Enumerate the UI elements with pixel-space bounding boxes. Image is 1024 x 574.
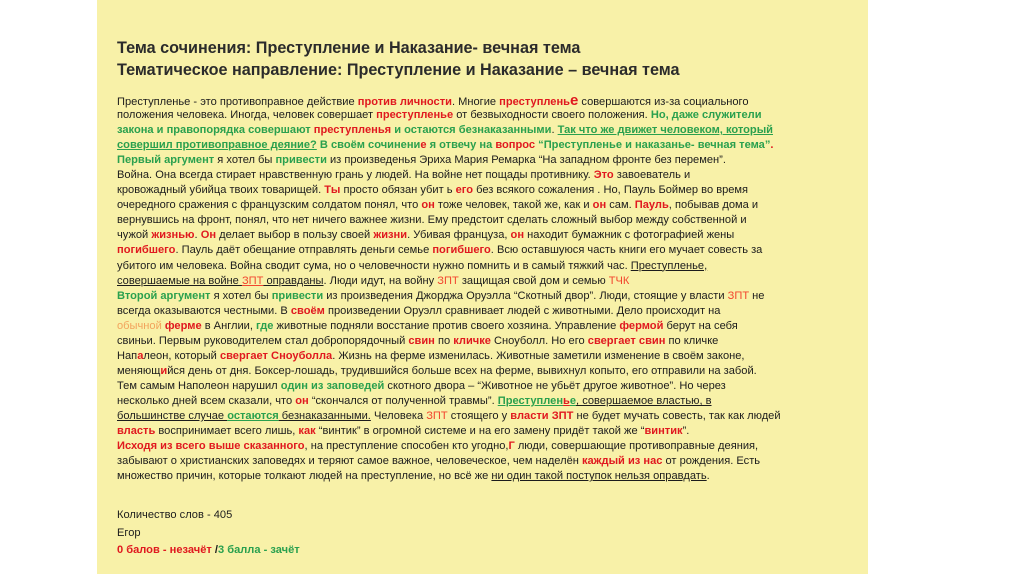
essay-line [117,123,859,138]
essay-line [117,289,859,304]
highlighted-text: ЗПТ [727,289,750,302]
text-segment: “скончался от полученной травмы”. [308,394,498,407]
essay-line [117,469,859,484]
highlighted-text: погибшего [117,244,176,257]
highlighted-text: против личности [357,96,452,108]
highlighted-text: привести [271,289,324,302]
essay-text [117,93,859,484]
highlighted-text: закона и правопорядка совершают [117,124,314,137]
text-segment: убитого им человека. Война сводит сума, но о человечности нужно помнить и в самый тяжкий час. [117,259,631,272]
highlighted-text: он [592,199,607,212]
text-segment: я хотел бы [214,154,276,167]
highlighted-text: жизнью [151,229,195,242]
highlighted-text: свин [408,334,435,347]
text-segment: ”. [682,425,690,438]
text-segment: чужой [117,229,152,242]
text-segment: положения человека. Иногда, человек совершает [117,109,377,122]
highlighted-text: своём [290,304,325,317]
highlighted-text: большинстве случае [117,409,228,422]
highlighted-text: ЗПТ [437,274,459,287]
text-segment: меняющ [117,364,161,377]
text-segment: сам. [606,199,635,212]
text-segment: всегда оказываются честными. В [117,304,291,317]
highlighted-text: “Преступленье и наказанье- вечная тема” [535,139,771,152]
text-segment: , на преступление способен кто угодно, [304,440,509,453]
highlighted-text: один из заповедей [280,379,385,392]
highlighted-text: Г [508,440,515,453]
highlighted-text: привести [275,154,327,167]
highlighted-text: Преступлен [497,394,564,407]
highlighted-text: свергает свин [587,334,666,347]
text-segment: люди, совершающие противоправные деяния, [514,440,759,453]
highlighted-text: винтик [644,425,683,438]
highlighted-text: е [420,139,427,152]
text-segment: леон, который [143,349,220,362]
text-segment: очередного сражения с французским солдатом понял, что [117,199,422,212]
text-segment: из произведенья Эриха Мария Ремарка “На западном фронте без перемен”. [326,154,726,167]
highlighted-text: погибшего [432,244,491,257]
text-segment: Человека [370,409,427,422]
text-segment: произведении Оруэлл сравнивает людей с животными. Дело происходит на [324,304,721,317]
highlighted-text: свергает Сноуболла [219,349,333,362]
text-segment: . [551,124,558,137]
highlighted-text: Он [200,229,217,242]
text-segment: . Многие [451,96,500,108]
grade-pass: 3 балла - зачёт [217,544,300,556]
text-segment: из произведения Джорджа Оруэлла “Скотный двор”. Люди, стоящие у власти [323,289,728,302]
text-segment: . Пауль даёт обещание отправлять деньги семье [175,244,433,257]
text-segment: я хотел бы [210,289,272,302]
text-segment: скотного двора – “Животное не убьёт другое животное”. Но через [384,379,726,392]
text-segment: тоже человек, такой же, как и [434,199,593,212]
text-segment: йся день от дня. Боксер-лошадь, трудившийся больше всех на ферме, вывихнул копыто, его отправили на забой. [167,364,757,377]
text-segment: несколько дней всем сказали, что [117,394,296,407]
highlighted-text: вопрос [495,139,536,152]
highlighted-text: ферме [164,319,202,332]
text-segment: . Жизнь на ферме изменилась. Животные заметили изменение в своём законе, [332,349,745,362]
text-segment: по кличке [665,334,719,347]
highlighted-text: Пауль [634,199,669,212]
essay-line [117,198,859,213]
highlighted-text: и [160,364,168,377]
highlighted-text: ни один такой поступок нельзя оправдать [491,470,707,483]
highlighted-text: Это [593,169,614,182]
highlighted-text: . [770,139,774,152]
text-segment: совершаются из-за социального [578,96,749,108]
text-segment: защищая свой дом и семью [458,274,609,287]
highlighted-text: каждый из нас [581,455,663,468]
text-segment: берут на себя [663,319,738,332]
highlighted-text: ТЧК [608,274,630,287]
essay-line [117,243,859,258]
text-segment: в Англии, [201,319,257,332]
essay-line [117,228,859,243]
text-segment: просто обязан убит ь [340,184,456,197]
text-segment: делает выбор в пользу своей [216,229,374,242]
author-name: Егор [117,526,141,539]
text-segment: Преступленье - это противоправное действие [117,96,358,108]
essay-line [117,259,859,274]
grade-separator: / [211,544,218,556]
text-segment: Война. Она всегда стирает нравственную грань у людей. На войне нет пощады противнику. [117,169,594,182]
word-count: Количество слов - 405 [117,509,233,521]
highlighted-text: ЗПТ [241,274,264,287]
highlighted-text: он [510,229,525,242]
text-segment: кровожадный убийца твоих товарищей. [117,184,325,197]
essay-line [117,213,859,228]
text-segment: Сноуболл. Но его [490,334,588,347]
essay-line [117,454,859,469]
slide [97,0,868,574]
highlighted-text: он [421,199,435,212]
text-segment: . Люди идут, на войну [323,274,438,287]
highlighted-text: Преступленье, [630,259,708,272]
text-segment: не [749,289,765,302]
grade-fail: 0 балов - незачёт [117,544,212,556]
highlighted-text: преступленье [376,109,454,122]
highlighted-text: оправданы [263,274,324,287]
text-segment: . [194,229,201,242]
highlighted-text: Так что же движет человеком, который [557,124,773,137]
essay-line [117,274,859,289]
highlighted-text: , совершаемое властью, в [576,394,712,407]
thematic-direction-title: Тематическое направление: Преступление и Наказание – вечная тема [117,61,680,79]
highlighted-text: В своём сочинени [316,139,421,152]
highlighted-text: совершил противоправное деяние? [117,139,317,152]
highlighted-text: фермой [619,319,664,332]
essay-line [117,93,859,108]
highlighted-text: Исходя из всего выше сказанного [117,440,305,453]
highlighted-text: его [455,184,474,197]
highlighted-text: е [570,92,579,109]
text-segment: забывают о христианских заповедях и теряют самое важное, человеческое, чем наделён [117,455,582,468]
essay-line [117,304,859,319]
text-segment: , побывав дома и [668,199,759,212]
highlighted-text: жизни [373,229,408,242]
essay-line [117,108,859,123]
highlighted-text: обычной [117,319,162,332]
essay-line [117,439,859,454]
highlighted-text: Первый аргумент [117,154,215,167]
text-segment: животные подняли восстание против своего хозяина. Управление [273,319,620,332]
text-segment: “винтик” в огромной системе и на его замену придёт такой же “ [315,425,645,438]
highlighted-text: остаются [227,409,279,422]
text-segment: без всякого сожаления . Но, Пауль Боймер во время [473,184,749,197]
title-block [117,37,857,81]
essay-line [117,379,859,394]
highlighted-text: власть [117,425,156,438]
essay-line [117,334,859,349]
text-segment: Тем самым Наполеон нарушил [117,379,281,392]
highlighted-text: и остаются безнаказанными [391,124,552,137]
highlighted-text: ЗПТ [426,409,448,422]
grade-line [117,542,517,560]
highlighted-text: совершаемые на войне [117,274,242,287]
text-segment: вернувшись на фронт, понял, что нет ничего важнее жизни. Ему предстоит сделать сложный выбор между собственной и [117,214,747,227]
text-segment: по [434,334,454,347]
essay-line [117,319,859,334]
essay-line [117,349,859,364]
essay-topic-title: Тема сочинения: Преступление и Наказание- вечная тема [117,39,581,57]
text-segment: стоящего у [447,409,511,422]
text-segment: от рождения. Есть [662,455,761,468]
text-segment: воспринимает всего лишь, [155,425,299,438]
text-segment: . [706,470,710,483]
essay-line [117,168,859,183]
highlighted-text: как [298,425,316,438]
essay-line [117,364,859,379]
essay-line [117,424,859,439]
text-segment: Нап [117,349,138,362]
highlighted-text: преступлень [499,96,570,108]
text-segment: не будет мучать совесть, так как людей [573,409,781,422]
text-segment: множество причин, которые толкают людей на преступление, но всё же [117,470,492,483]
essay-line [117,153,859,168]
highlighted-text: преступленья [313,124,392,137]
highlighted-text: а [137,349,144,362]
essay-line [117,409,859,424]
text-segment: от безвыходности своего положения. [453,109,651,122]
highlighted-text: я отвечу на [426,139,496,152]
footer [117,507,517,560]
highlighted-text: власти ЗПТ [510,409,574,422]
highlighted-text: он [295,394,309,407]
text-segment: . Убивая француза, [407,229,511,242]
highlighted-text: безнаказанными. [278,409,371,422]
text-segment: свиньи. Первым руководителем стал добропорядочный [117,334,409,347]
highlighted-text: кличке [453,334,491,347]
text-segment: завоеватель и [613,169,691,182]
highlighted-text: Второй аргумент [117,289,211,302]
highlighted-text: ь [563,394,570,407]
highlighted-text: Но, даже служители [650,109,762,122]
highlighted-text: Ты [324,184,341,197]
text-segment: находит бумажник с фотографией жены [524,229,735,242]
essay-line [117,138,859,153]
essay-line [117,394,859,409]
essay-line [117,183,859,198]
highlighted-text: е [569,394,577,407]
text-segment: . Всю оставшуюся часть книги его мучает совесть за [490,244,763,257]
highlighted-text: где [256,319,274,332]
